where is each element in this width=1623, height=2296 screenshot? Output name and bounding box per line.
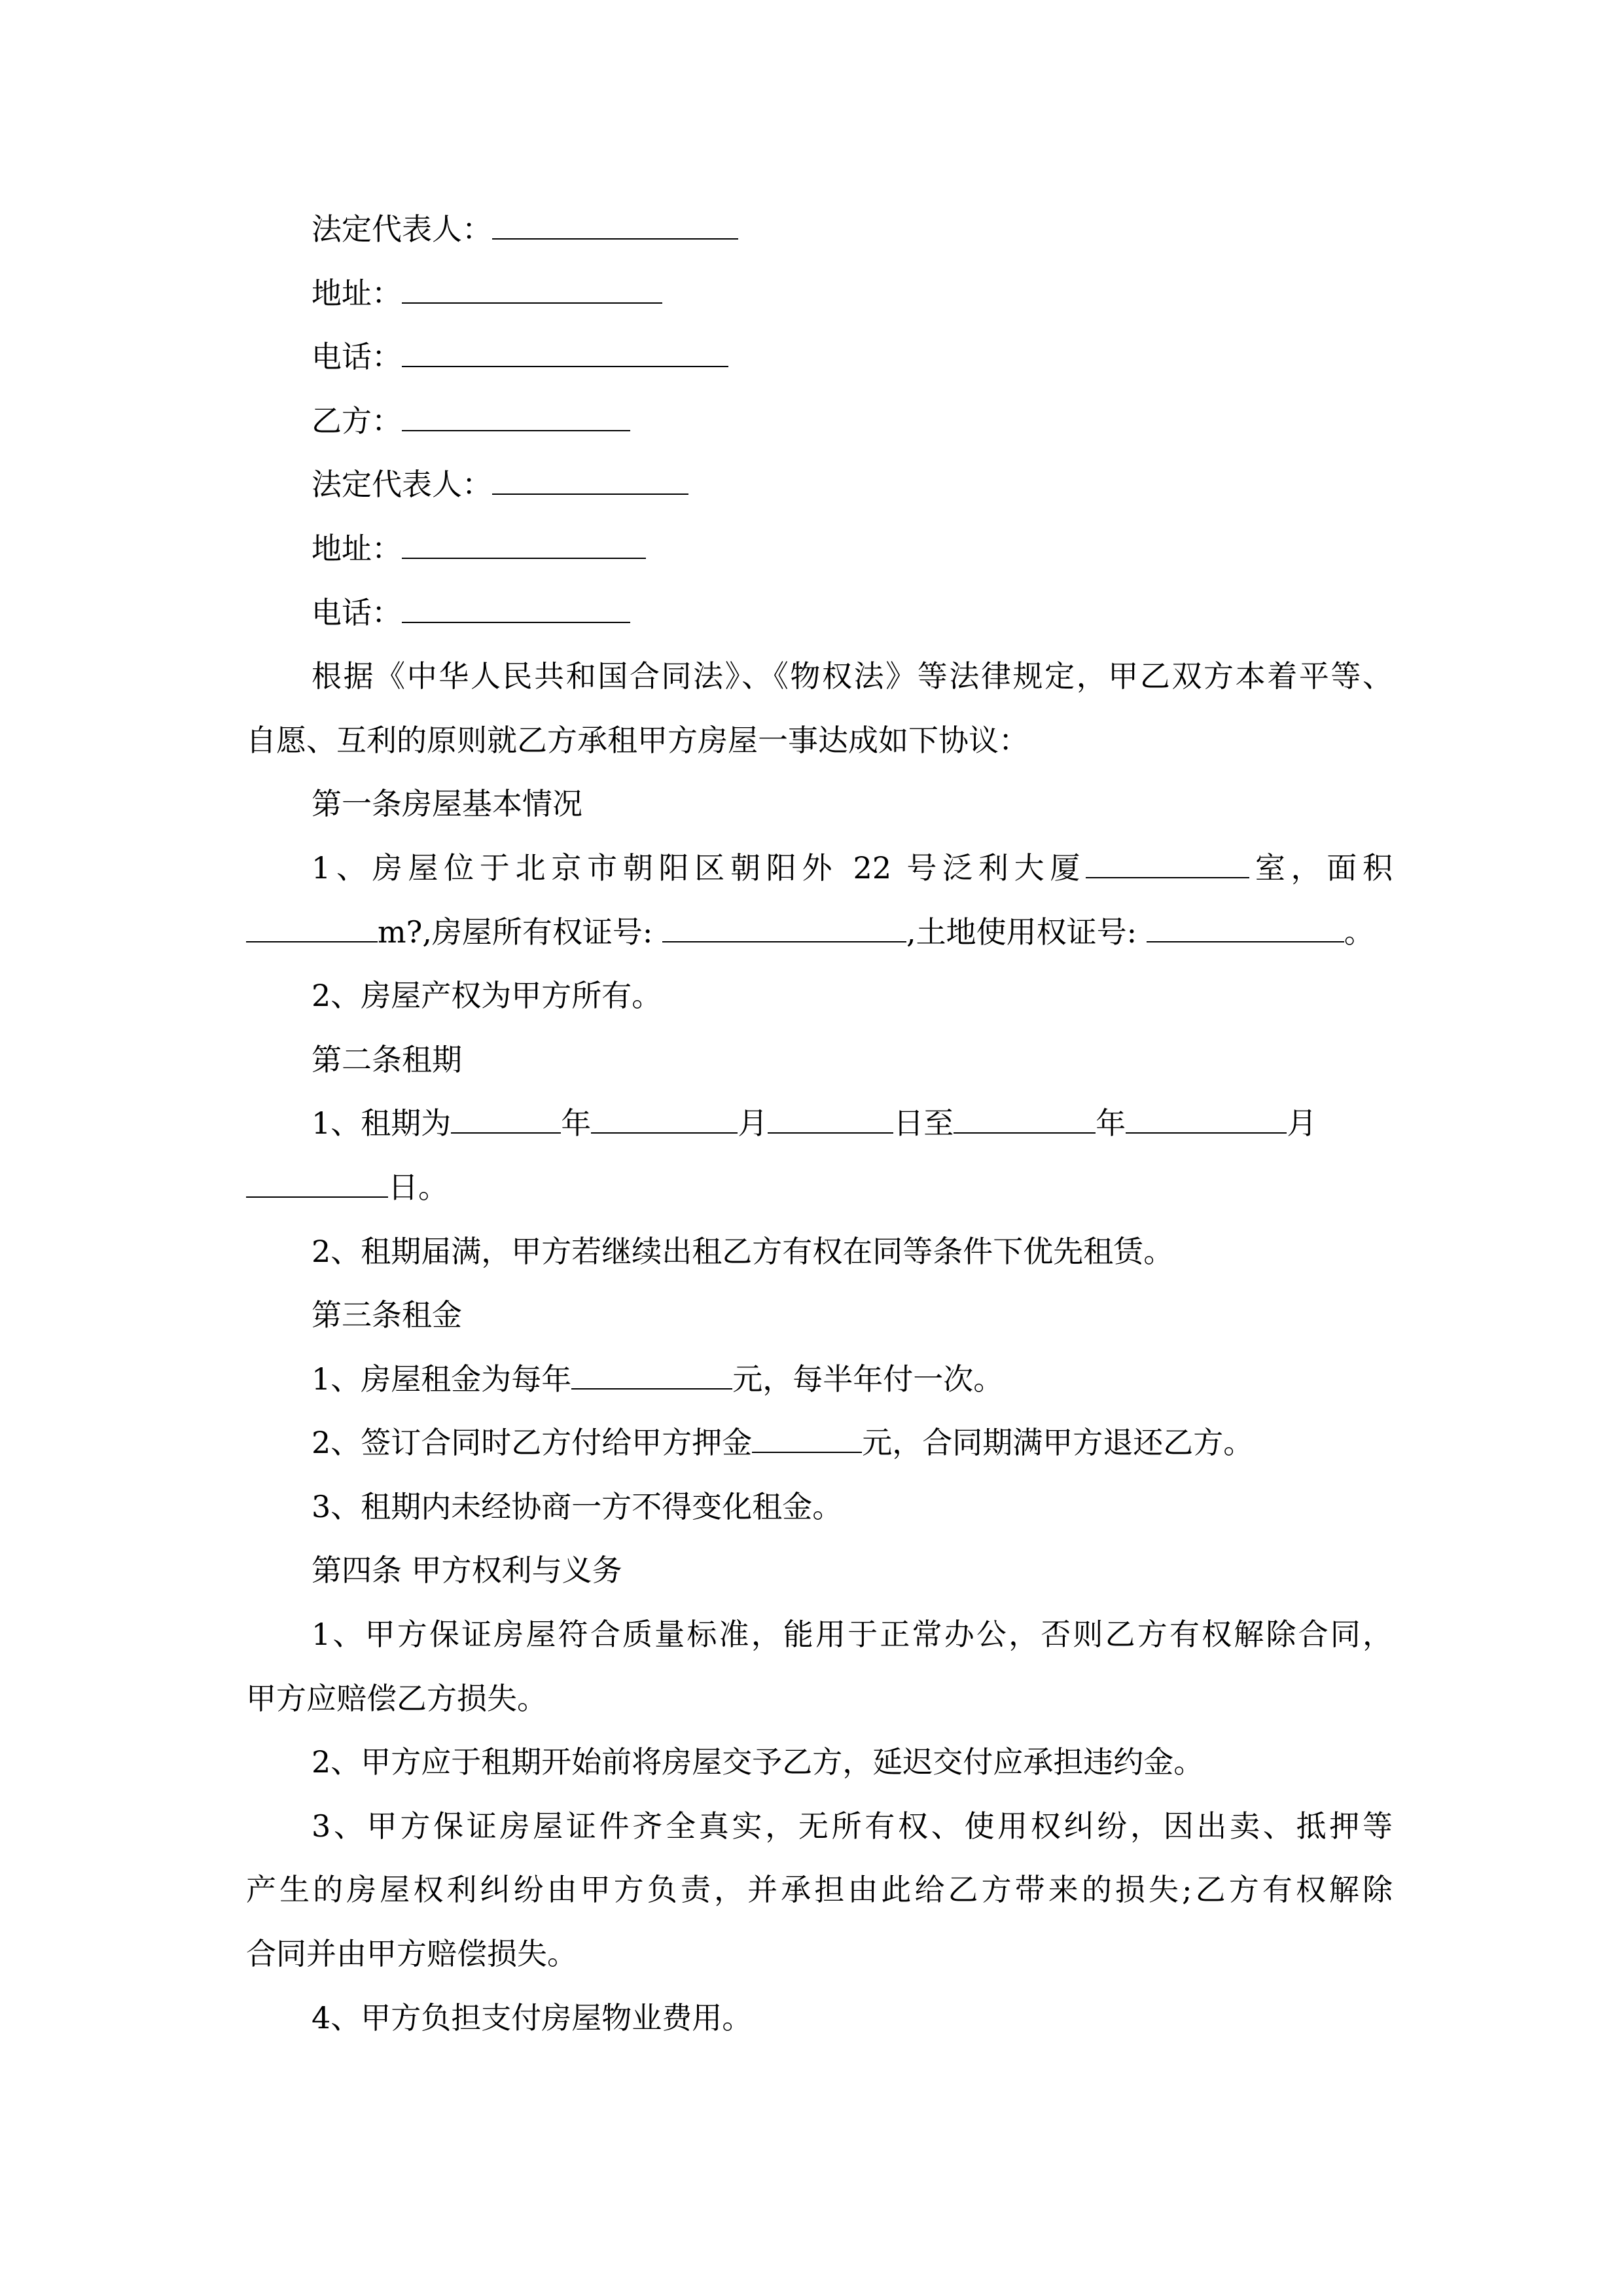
art1-item1-line	[246, 836, 1393, 901]
text: 1、租期为	[312, 1105, 452, 1141]
blank-field[interactable]	[402, 391, 630, 431]
party-a-addr-line	[246, 262, 1393, 326]
text: 月	[738, 1105, 768, 1141]
text: 。	[1344, 914, 1374, 950]
party-b-tel-line	[246, 581, 1393, 645]
text: 室，面积	[1249, 850, 1393, 886]
party-b-rep-line	[246, 453, 1393, 517]
label: 法定代表人：	[312, 467, 492, 503]
text: 年	[561, 1105, 592, 1141]
text: 元，每半年付一次。	[732, 1361, 1004, 1397]
blank-field[interactable]	[591, 1093, 738, 1134]
art4-item4: 4、甲方负担支付房屋物业费用。	[312, 2000, 753, 2036]
art3-item2	[246, 1411, 1393, 1475]
label: 法定代表人：	[312, 211, 492, 247]
blank-field[interactable]	[246, 902, 378, 942]
art1-item2: 2、房屋产权为甲方所有。	[312, 978, 662, 1014]
blank-field[interactable]	[246, 1157, 388, 1198]
contract-page	[246, 198, 1393, 2050]
blank-field[interactable]	[492, 199, 738, 240]
blank-field[interactable]	[451, 1093, 561, 1134]
blank-field[interactable]	[752, 1412, 862, 1453]
text: 月	[1287, 1105, 1317, 1141]
blank-field[interactable]	[768, 1093, 893, 1134]
label: 地址：	[312, 530, 402, 566]
party-a-tel-line	[246, 325, 1393, 389]
blank-field[interactable]	[402, 327, 728, 367]
art2-item1-line	[246, 1092, 1393, 1156]
label: 电话：	[312, 594, 402, 630]
art3-item3: 3、租期内未经协商一方不得变化租金。	[312, 1488, 843, 1524]
article-4-title: 第四条 甲方权利与义务	[312, 1552, 622, 1588]
text: 元，合同期满甲方退还乙方。	[862, 1425, 1254, 1461]
text: 日至	[893, 1105, 954, 1141]
blank-field[interactable]	[402, 263, 662, 304]
text: 年	[1096, 1105, 1126, 1141]
blank-field[interactable]	[402, 518, 646, 559]
art4-item2: 2、甲方应于租期开始前将房屋交予乙方，延迟交付应承担违约金。	[312, 1744, 1204, 1780]
blank-field[interactable]	[1086, 838, 1249, 878]
text: 1、房屋位于北京市朝阳区朝阳外 22 号泛利大厦	[312, 850, 1086, 886]
art3-item1	[246, 1348, 1393, 1412]
blank-field[interactable]	[1147, 902, 1344, 942]
art4-item1-line: 1、甲方保证房屋符合质量标准，能用于正常办公，否则乙方有权解除合同，	[312, 1617, 1393, 1653]
article-1-title: 第一条房屋基本情况	[312, 786, 582, 822]
art4-item3-line2: 产生的房屋权利纠纷由甲方负责，并承担由此给乙方带来的损失;乙方有权解除	[246, 1872, 1393, 1908]
label: 乙方：	[312, 403, 402, 439]
blank-field[interactable]	[1126, 1093, 1287, 1134]
art2-item1-line2	[246, 1156, 1393, 1220]
art4-item3-line3: 合同并由甲方赔偿损失。	[246, 1936, 577, 1972]
blank-field[interactable]	[571, 1349, 732, 1390]
article-2-title: 第二条租期	[312, 1041, 462, 1077]
party-b-line	[246, 389, 1393, 454]
art2-item2: 2、租期届满，甲方若继续出租乙方有权在同等条件下优先租赁。	[312, 1233, 1174, 1269]
article-3-title: 第三条租金	[312, 1297, 462, 1333]
party-b-addr-line	[246, 517, 1393, 581]
text: m?,房屋所有权证号:	[378, 914, 653, 950]
blank-field[interactable]	[492, 454, 688, 495]
text: ,土地使用权证号:	[906, 914, 1137, 950]
art4-item3-line: 3、甲方保证房屋证件齐全真实，无所有权、使用权纠纷，因出卖、抵押等	[312, 1808, 1393, 1844]
blank-field[interactable]	[402, 583, 630, 623]
label: 电话：	[312, 339, 402, 375]
art4-item1-line2: 甲方应赔偿乙方损失。	[246, 1680, 547, 1716]
preamble-line: 根据《中华人民共和国合同法》、《物权法》等法律规定，甲乙双方本着平等、	[312, 658, 1393, 694]
party-a-rep-line	[246, 198, 1393, 262]
blank-field[interactable]	[954, 1093, 1096, 1134]
preamble-line: 自愿、互利的原则就乙方承租甲方房屋一事达成如下协议：	[246, 722, 1029, 758]
label: 地址：	[312, 275, 402, 311]
text: 日。	[388, 1169, 448, 1205]
art1-item1-line2	[246, 901, 1393, 965]
text: 1、房屋租金为每年	[312, 1361, 572, 1397]
blank-field[interactable]	[662, 902, 906, 942]
text: 2、签订合同时乙方付给甲方押金	[312, 1425, 753, 1461]
